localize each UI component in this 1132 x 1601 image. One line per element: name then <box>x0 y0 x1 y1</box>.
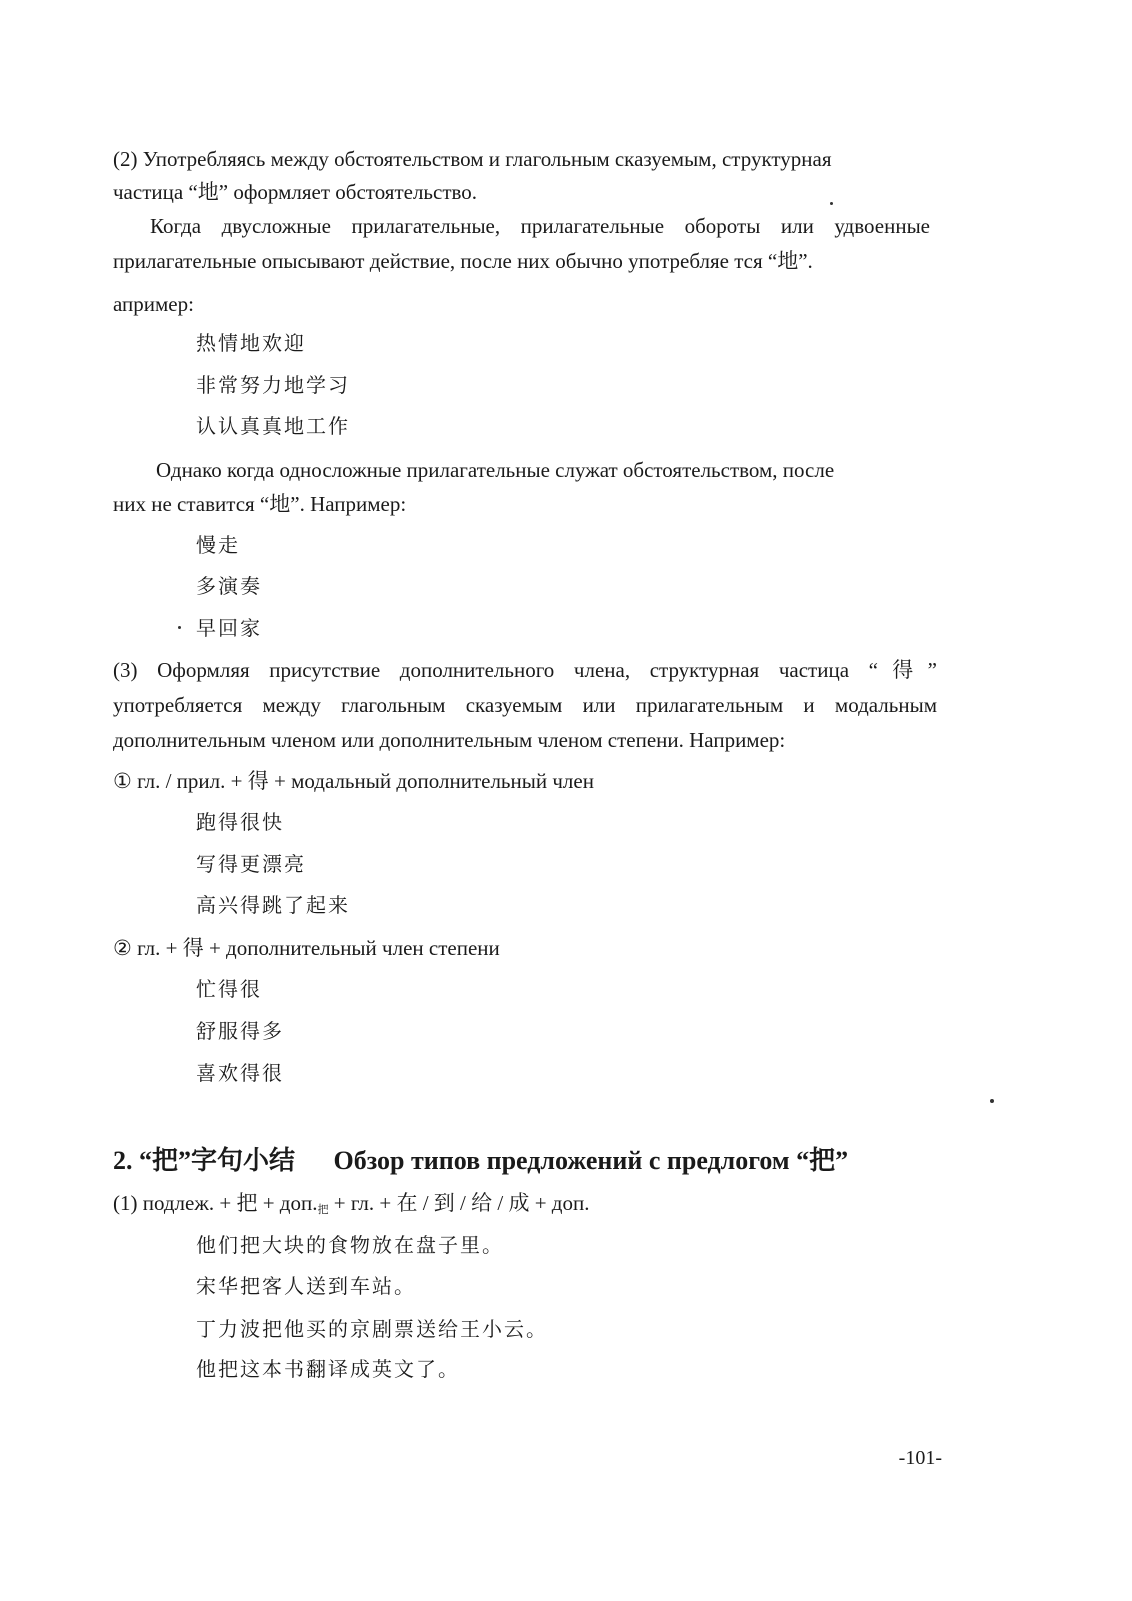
example-item: 喜欢得很 <box>196 1063 284 1085</box>
scan-speck <box>178 626 181 629</box>
example-sentence: 他们把大块的食物放在盘子里。 <box>196 1235 504 1257</box>
formula-line <box>113 1189 589 1224</box>
example-item: 写得更漂亮 <box>196 854 306 876</box>
formula-part-b: + гл. + 在 / 到 / 给 / 成 + доп. <box>328 1191 590 1215</box>
point-3-line-2: употребляется между глагольным сказуемым или прилагательным и модальным <box>113 693 937 717</box>
paragraph-2-line-2: них не ставится “地”. Например: <box>113 492 407 516</box>
section-heading-chinese: 2. “把”字句小结 <box>113 1146 296 1175</box>
example-item: 早回家 <box>196 618 262 640</box>
example-item: 多演奏 <box>196 576 262 598</box>
point-3-line-3: дополнительным членом или дополнительным членом степени. Например: <box>113 728 786 752</box>
page-number: -101- <box>898 1447 942 1469</box>
example-item: 高兴得跳了起来 <box>196 895 350 917</box>
example-item: 慢走 <box>196 535 240 557</box>
example-item: 跑得很快 <box>196 812 284 834</box>
point-2-line-1: (2) Употребляясь между обстоятельством и глагольным сказуемым, структурная <box>113 147 832 171</box>
example-item: 忙得很 <box>196 979 262 1001</box>
example-item: 认认真真地工作 <box>196 416 350 438</box>
scan-speck <box>990 1099 994 1103</box>
example-sentence: 丁力波把他买的京剧票送给王小云。 <box>196 1319 548 1341</box>
point-2-line-2: частица “地” оформляет обстоятельство. <box>113 180 478 204</box>
section-heading <box>113 1144 848 1178</box>
point-3-line-1: (3) Оформляя присутствие дополнительного члена, структурная частица “得” <box>113 658 937 682</box>
example-sentence: 他把这本书翻译成英文了。 <box>196 1359 460 1381</box>
pattern-1: ① гл. / прил. + 得 + модальный дополнительный член <box>113 769 594 793</box>
example-sentence: 宋华把客人送到车站。 <box>196 1276 416 1298</box>
paragraph-2-line-1: Однако когда односложные прилагательные служат обстоятельством, после <box>156 458 835 482</box>
paragraph-1-line-3: апример: <box>113 292 194 316</box>
paragraph-1-line-1: Когда двусложные прилагательные, прилагательные обороты или удвоенные <box>150 214 930 238</box>
pattern-2: ② гл. + 得 + дополнительный член степени <box>113 936 500 960</box>
example-item: 非常努力地学习 <box>196 375 350 397</box>
scan-speck <box>830 202 833 205</box>
example-item: 舒服得多 <box>196 1021 284 1043</box>
formula-part-a: (1) подлеж. + 把 + доп. <box>113 1191 318 1215</box>
section-heading-russian: Обзор типов предложений с предлогом “把” <box>333 1146 849 1175</box>
formula-subscript: 把 <box>317 1204 329 1216</box>
example-item: 热情地欢迎 <box>196 333 306 355</box>
paragraph-1-line-2: прилагательные опысывают действие, после них обычно употребляе тся “地”. <box>113 249 813 273</box>
